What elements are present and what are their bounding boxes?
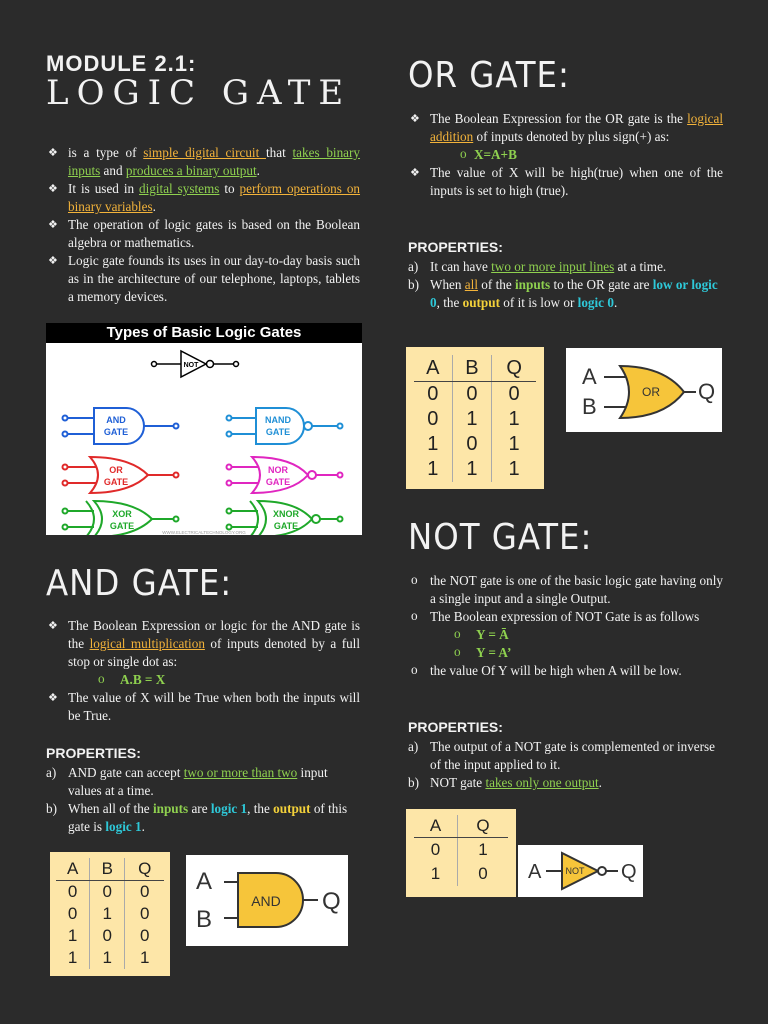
not-properties-list	[408, 738, 723, 792]
types-figure-title: Types of Basic Logic Gates	[46, 323, 362, 343]
and-input-b: B	[196, 906, 213, 933]
table-row: 0 0 0	[414, 382, 536, 408]
table-header: A	[414, 355, 452, 382]
table-header: B	[90, 858, 125, 881]
or-gate-symbol	[63, 457, 179, 493]
or-properties-heading: PROPERTIES:	[408, 239, 503, 255]
not-bullet-3: o the value Of Y will be high when A will be low.	[408, 662, 723, 680]
and-properties-list	[46, 764, 360, 836]
and-bullet-1: ❖ The Boolean Expression or logic for the AND gate is the logical multiplication of inputs denoted by a full stop or single dot as:	[46, 617, 360, 671]
nand-gate-symbol	[227, 408, 343, 444]
intro-bullet-2: ❖ It is used in digital systems to perform operations on binary variables.	[46, 180, 360, 216]
or-list	[408, 110, 723, 200]
table-header: B	[452, 355, 492, 382]
and-heading: AND GATE:	[46, 563, 233, 604]
or-gate-symbol-label: OR	[642, 385, 660, 399]
and-gate-symbol-label: AND	[251, 893, 281, 909]
not-bullet-2: o The Boolean expression of NOT Gate is as follows	[408, 608, 723, 626]
or-bullet-1: ❖ The Boolean Expression for the OR gate is the logical addition of inputs denoted by plus sign(+) as:	[408, 110, 723, 146]
intro-bullet-3: ❖ The operation of logic gates is based on the Boolean algebra or mathematics.	[46, 216, 360, 252]
table-header: Q	[458, 815, 508, 838]
table-row: 1 0 1	[414, 432, 536, 457]
not-expression-2: o Y = A’	[408, 644, 723, 662]
and-output-q: Q	[322, 888, 341, 915]
types-figure	[46, 323, 362, 535]
and-expression: o A.B = X	[46, 671, 360, 689]
page-title: LOGIC GATE	[46, 73, 352, 113]
not-gate-label: NOT	[183, 362, 199, 369]
or-properties-list	[408, 258, 723, 312]
not-bullet-1: o the NOT gate is one of the basic logic gate having only a single input and a single Output.	[408, 572, 723, 608]
nor-gate-label-2: GATE	[265, 477, 291, 487]
or-output-q: Q	[698, 379, 716, 404]
table-row: 0 1 0	[56, 903, 164, 925]
not-property-a: a) The output of a NOT gate is complemented or inverse of the input applied to it.	[408, 739, 716, 772]
not-output-q: Q	[621, 861, 637, 883]
or-input-a: A	[582, 364, 597, 389]
or-expression: o X=A+B	[408, 146, 723, 164]
xnor-gate-label-1: XNOR	[272, 509, 300, 519]
or-gate-label-1: OR	[109, 465, 123, 475]
table-row: 1 0 0	[56, 925, 164, 947]
table-row: 1 1 1	[414, 457, 536, 482]
not-expression-1: o Y = Ā	[408, 626, 723, 644]
table-header: A	[56, 858, 90, 881]
gates-diagram	[46, 343, 362, 535]
or-property-b: b) When all of the inputs to the OR gate are low or logic 0, the output of it is low or logic 0.	[408, 277, 718, 310]
nor-gate-label-1: NOR	[268, 465, 288, 475]
table-row: 0 1 1	[414, 407, 536, 432]
nand-gate-label-1: NAND	[265, 415, 291, 425]
and-properties-heading: PROPERTIES:	[46, 745, 141, 761]
module-label: MODULE 2.1:	[46, 51, 197, 76]
not-heading: NOT GATE:	[408, 517, 593, 558]
or-truth-table	[406, 347, 544, 489]
or-gate-figure	[566, 348, 722, 432]
and-gate-label-2: GATE	[103, 427, 129, 437]
or-heading: OR GATE:	[408, 55, 570, 96]
and-gate-symbol	[63, 408, 179, 444]
and-bullet-2: ❖ The value of X will be True when both the inputs will be True.	[46, 689, 360, 725]
intro-list	[46, 144, 360, 306]
table-header: Q	[125, 858, 164, 881]
xor-gate-label-2: GATE	[109, 521, 135, 531]
intro-bullet-1: ❖ is a type of simple digital circuit that takes binary inputs and produces a binary output.	[46, 144, 360, 180]
and-gate-label-1: AND	[106, 415, 126, 425]
and-truth-table	[50, 852, 170, 976]
xnor-gate-label-2: GATE	[273, 521, 299, 531]
xor-gate-label-1: XOR	[112, 509, 132, 519]
table-header: A	[414, 815, 458, 838]
not-gate-symbol-label: NOT	[565, 866, 585, 876]
intro-bullet-4: ❖ Logic gate founds its uses in our day-to-day basis such as in the architecture of our telephone, laptops, tablets a memory devices.	[46, 252, 360, 306]
not-gate-figure	[518, 845, 643, 897]
table-row: 1 0	[414, 862, 508, 886]
nor-gate-symbol	[227, 457, 343, 493]
table-row: 1 1 1	[56, 947, 164, 969]
and-gate-figure	[186, 855, 348, 946]
and-input-a: A	[196, 868, 213, 895]
not-list	[408, 572, 723, 680]
or-gate-label-2: GATE	[103, 477, 129, 487]
and-list	[46, 617, 360, 725]
and-property-a: a) AND gate can accept two or more than two input values at a time.	[46, 765, 328, 798]
or-property-a: a) It can have two or more input lines at a time.	[408, 259, 667, 274]
not-property-b: b) NOT gate takes only one output.	[408, 775, 602, 790]
table-row: 0 0 0	[56, 881, 164, 904]
table-header: Q	[492, 355, 536, 382]
not-properties-heading: PROPERTIES:	[408, 719, 503, 735]
nand-gate-label-2: GATE	[265, 427, 291, 437]
or-bullet-2: ❖ The value of X will be high(true) when one of the inputs is set to high (true).	[408, 164, 723, 200]
table-row: 0 1	[414, 838, 508, 863]
figure-watermark: WWW.ELECTRICALTECHNOLOGY.ORG	[162, 530, 246, 535]
or-input-b: B	[582, 394, 597, 419]
not-input-a: A	[528, 861, 542, 883]
and-property-b: b) When all of the inputs are logic 1, the output of this gate is logic 1.	[46, 801, 348, 834]
not-truth-table	[406, 809, 516, 897]
